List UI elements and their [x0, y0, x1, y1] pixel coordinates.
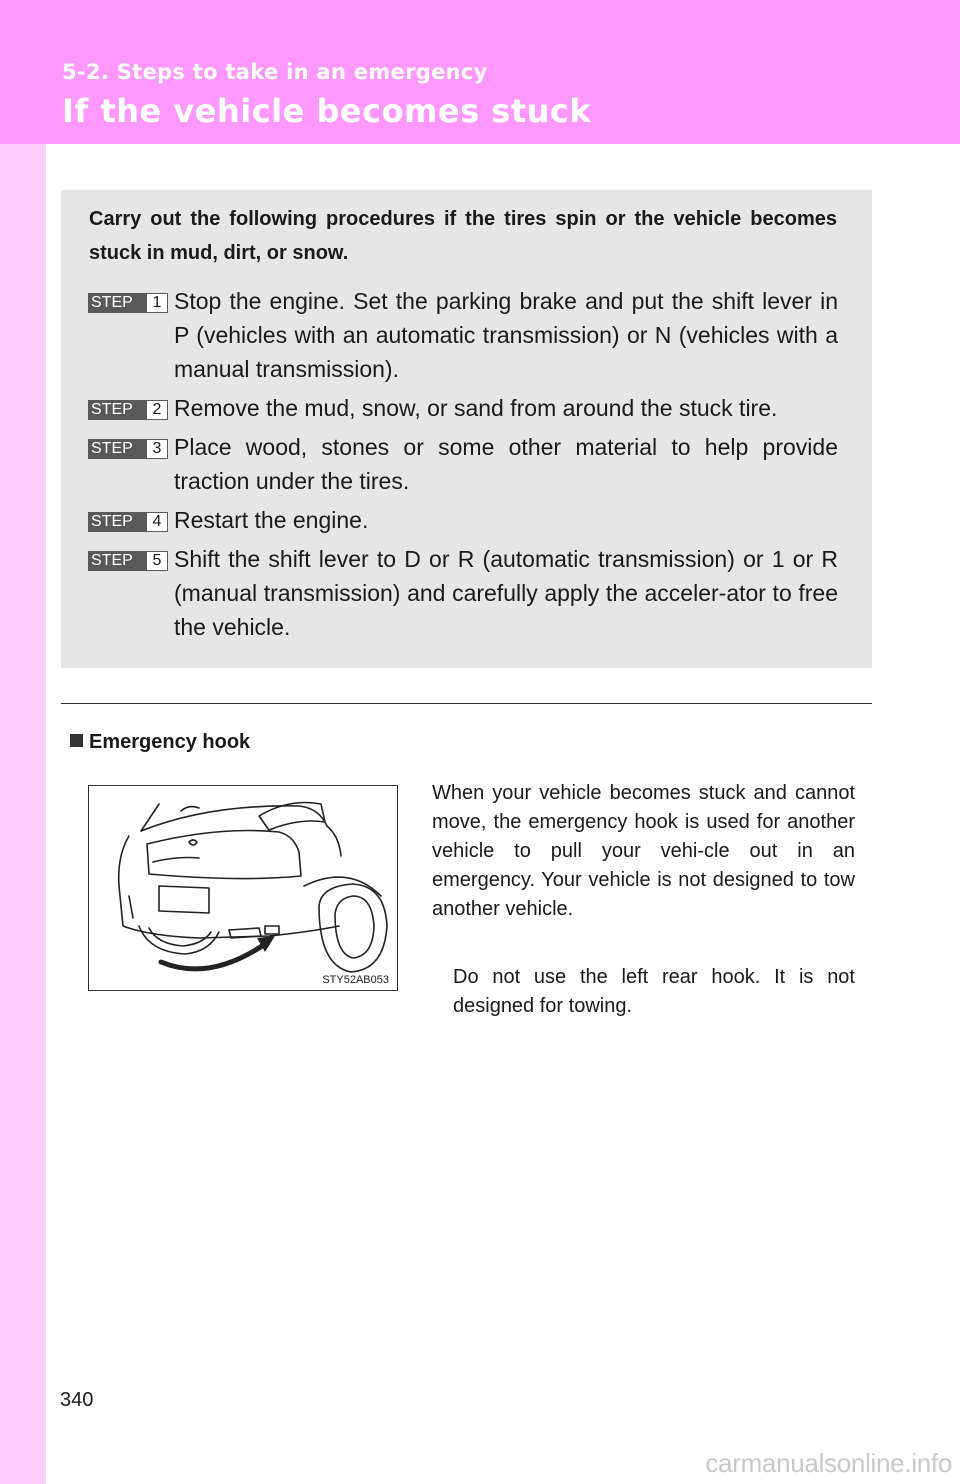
- side-margin-strip: [0, 144, 46, 1484]
- step-badge: STEP 2: [88, 400, 168, 420]
- page-title: If the vehicle becomes stuck: [62, 92, 592, 130]
- figure-code: STY52AB053: [322, 974, 389, 986]
- step-item: [88, 284, 838, 386]
- procedure-intro: Carry out the following procedures if the tires spin or the vehicle becomes stuck in mud, dirt, or snow.: [89, 208, 837, 264]
- step-badge: STEP 3: [88, 439, 168, 459]
- emergency-hook-description: When your vehicle becomes stuck and cannot move, the emergency hook is used for another vehicle to pull your vehi-cle out in an emergency. Your vehicle is not designed to tow another vehicle.: [432, 782, 855, 920]
- step-badge: STEP 5: [88, 551, 168, 571]
- step-item: [88, 503, 838, 537]
- step-badge: STEP 1: [88, 293, 168, 313]
- emergency-hook-note: Do not use the left rear hook. It is not designed for towing.: [453, 966, 855, 1017]
- watermark: carmanualsonline.info: [705, 1448, 952, 1478]
- car-rear-drawing: [89, 786, 397, 990]
- vehicle-rear-illustration: [88, 785, 398, 991]
- step-badge: STEP 4: [88, 512, 168, 532]
- step-text: Restart the engine.: [174, 507, 369, 533]
- step-item: [88, 430, 838, 498]
- square-bullet-icon: [70, 734, 83, 747]
- header-band: [0, 0, 960, 144]
- step-text: Stop the engine. Set the parking brake and put the shift lever in P (vehicles with an automatic transmission) or N (vehicles with a manual transmission).: [174, 288, 838, 382]
- step-item: [88, 391, 838, 425]
- step-list: [88, 284, 838, 649]
- page-number: 340: [60, 1389, 94, 1411]
- emergency-hook-heading: Emergency hook: [70, 731, 250, 754]
- step-text: Shift the shift lever to D or R (automatic transmission) or 1 or R (manual transmission) and carefully apply the acceler-ator to free the vehicle.: [174, 546, 838, 640]
- section-label: 5-2. Steps to take in an emergency: [62, 60, 488, 84]
- section-divider: [61, 703, 872, 704]
- step-text: Remove the mud, snow, or sand from around the stuck tire.: [174, 395, 778, 421]
- procedure-box: [61, 190, 872, 668]
- step-item: [88, 542, 838, 644]
- step-text: Place wood, stones or some other material to help provide traction under the tires.: [174, 434, 838, 494]
